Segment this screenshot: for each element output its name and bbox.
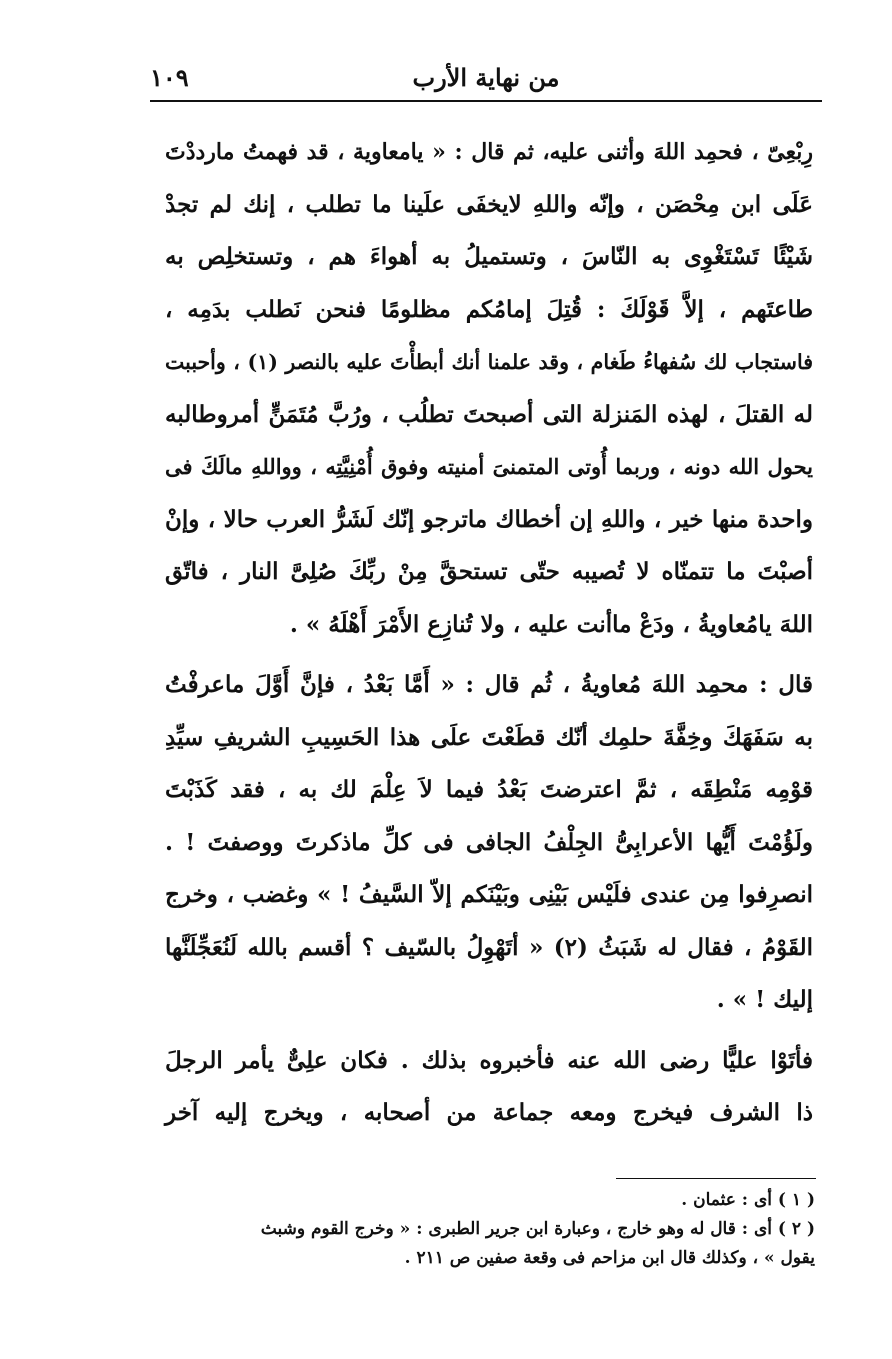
paragraph-2: [165, 659, 813, 1027]
text-line: اللهَ يامُعاويةُ ، ودَعْ ماأنت عليه ، ولا تُنازِع الأَمْرَ أَهْلَهُ » .: [289, 610, 813, 638]
paragraph-3: [165, 1035, 813, 1140]
text-line: عَلَى ابن مِحْصَن ، وإنّه واللهِ لايخفَى علَينا ما تطلب ، إنك لم تجدْ: [165, 190, 813, 218]
footnote-rule: [616, 1178, 816, 1179]
running-header: [150, 60, 822, 96]
text-line: به سَفَهَكَ وخِفَّةَ حلمِك أنّك قطَعْتَ علَى هذا الحَسِيبِ الشريفِ سيِّدِ: [165, 723, 813, 751]
text-line: رِبْعِىّ ، فحمِد اللهَ وأثنى عليه، ثم قال : « يامعاوية ، قد فهمتُ مارددْتَ: [165, 139, 813, 165]
text-line: قوْمِه مَنْطِقَه ، ثمَّ اعترضتَ بَعْدُ فيما لاَ عِلْمَ لك به ، فقد كَذَبْتَ: [165, 776, 813, 803]
text-line: طاعتَهم ، إلاَّ قَوْلَكَ : قُتِلَ إمامُكم مظلومًا فنحن نَطلب بدَمِه ،: [165, 295, 813, 323]
text-line: له القتلَ ، لهذه المَنزلة التى أصبحتَ تطلُب ، ورُبَّ مُتَمَنٍّ أمروطالبه: [165, 400, 813, 428]
header-title: من نهاية الأرب: [412, 63, 560, 92]
text-line: القَوْمُ ، فقال له شَبَثُ (٢) « أتَهْوِلُ بالسّيف ؟ أقسم بالله لَنُعَجِّلَنَّها: [165, 933, 813, 961]
text-line: إليك ! » .: [716, 986, 813, 1013]
header-rule: [150, 100, 822, 102]
paragraph-1: [165, 126, 813, 651]
text-line: واحدة منها خير ، واللهِ إن أخطاك ماترجو إنّك لَشَرُّ العرب حالا ، وإنْ: [165, 505, 813, 533]
text-line: قال : محمِد اللهَ مُعاويةُ ، ثُم قال : « أَمَّا بَعْدُ ، فإنَّ أَوَّلَ ماعرفْتُ: [165, 671, 813, 698]
text-line: فاستجاب لك سُفهاءُ طَغام ، وقد علمنا أنك أبطأْتَ عليه بالنصر (١) ، وأحببت: [165, 350, 814, 374]
text-line: يحول الله دونه ، وربما أُوتى المتمنىَ أمنيته وفوق أُمْنِيَّتِه ، وواللهِ مالَكَ فى: [165, 454, 813, 479]
footnote-1: [165, 1186, 815, 1215]
footnote-line: يقول » ، وكذلك قال ابن مزاحم فى وقعة صفين ص ٢١١ .: [404, 1248, 815, 1268]
text-line: فأتَوْا عليًّا رضى الله عنه فأخبروه بذلك . فكان علِىٌّ يأمر الرجلَ: [165, 1046, 813, 1074]
text-line: ولَؤُمْتَ أَيُّها الأعرابِىُّ الجِلْفُ الجافى فى كلِّ ماذكرتَ ووصفتَ ! .: [165, 828, 813, 856]
text-line: انصرِفوا مِن عندى فلَيْس بَيْنِى وبَيْنَكم إلاّ السَّيفُ ! » وغضب ، وخرج: [165, 881, 813, 908]
text-line: أصبْتَ ما تتمنّاه لا تُصيبه حتّى تستحقَّ مِنْ ربِّكَ صُلِىَّ النار ، فاتّق: [165, 558, 813, 585]
page-number: ١٠٩: [150, 63, 189, 92]
footnote-line: ( ٢ ) أى : قال له وهو خارج ، وعبارة ابن جرير الطبرى : « وخرج القوم وشبث: [260, 1219, 815, 1239]
text-line: ذا الشرف فيخرج ومعه جماعة من أصحابه ، ويخرج إليه آخر: [165, 1099, 813, 1126]
footnotes: [165, 1186, 815, 1273]
footnote-line: ( ١ ) أى : عثمان .: [681, 1190, 815, 1210]
footnote-2: [165, 1215, 815, 1273]
body-text: [165, 126, 813, 1140]
text-line: شَيْئًا تَسْتَغْوِى به النّاسَ ، وتستميلُ به أهواءَ هم ، وتستخلِص به: [165, 243, 813, 270]
